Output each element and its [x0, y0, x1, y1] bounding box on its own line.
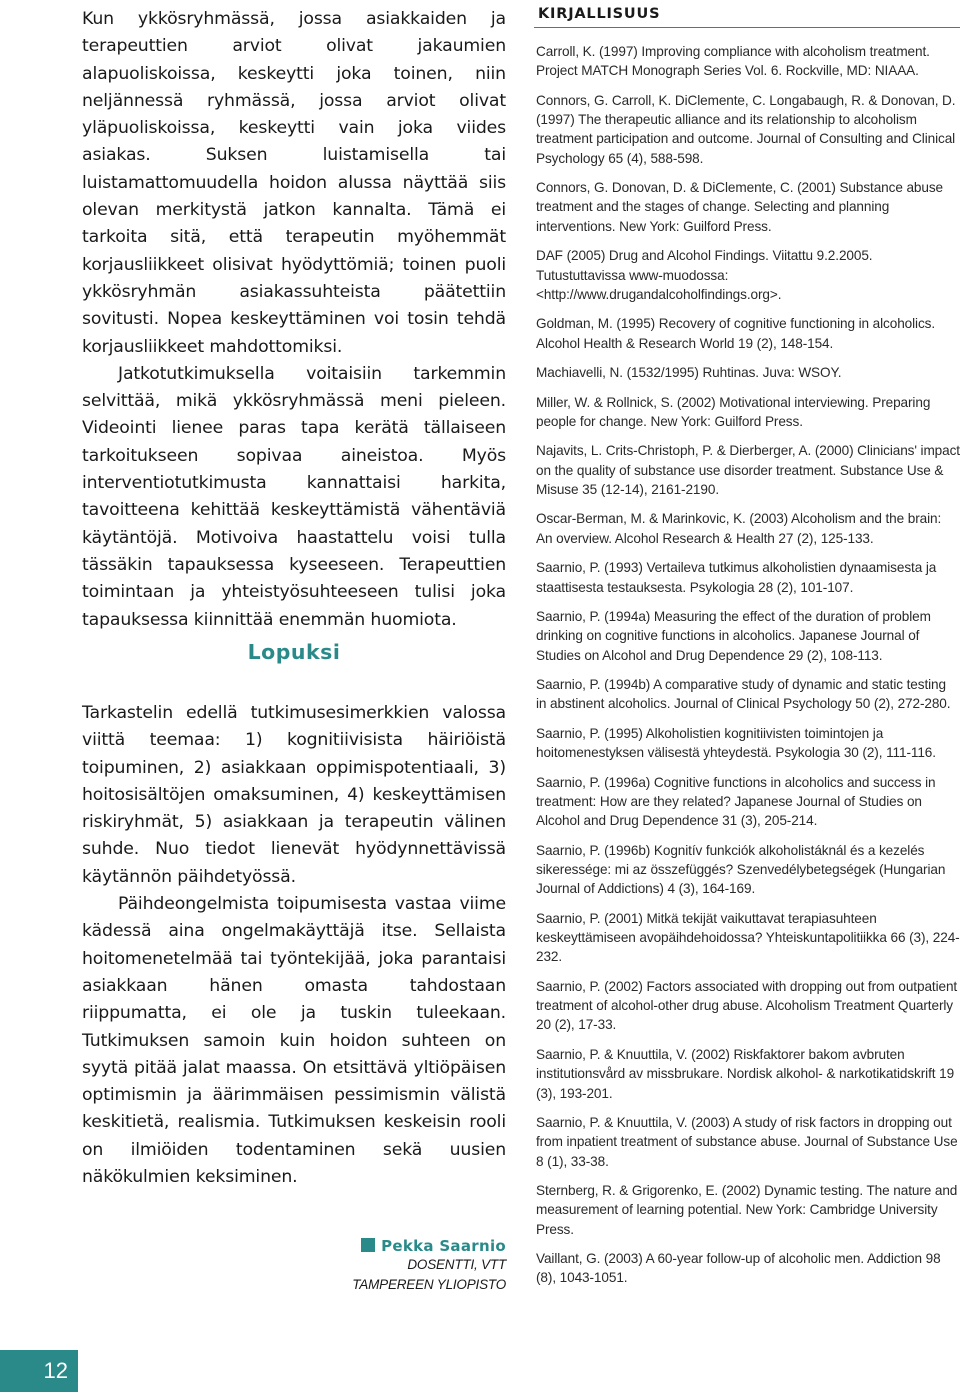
reference-item: Carroll, K. (1997) Improving compliance with alcoholism treatment. Project MATCH Monograph Series Vol. 6. Rockville, MD: NIAAA. — [536, 44, 930, 79]
references-divider — [534, 27, 960, 28]
article-body-bottom — [82, 700, 506, 1191]
references-heading: KIRJALLISUUS — [538, 6, 661, 22]
reference-item: Najavits, L. Crits-Christoph, P. & Dierberger, A. (2000) Clinicians' impact on the quality of substance use disorder treatment. Substance Use & Misuse 35 (12-14), 2161-2190. — [536, 443, 960, 497]
reference-item: Oscar-Berman, M. & Marinkovic, K. (2003) Alcoholism and the brain: An overview. Alcohol Research & Health 27 (2), 125-133. — [536, 511, 942, 546]
reference-item: Miller, W. & Rollnick, S. (2002) Motivational interviewing. Preparing people for change. New York: Guilford Press. — [536, 394, 931, 429]
square-bullet-icon — [361, 1238, 375, 1252]
reference-item: Saarnio, P. (2002) Factors associated with dropping out from outpatient treatment of alcohol-other drug abuse. Alcoholism Treatment Quarterly 20 (2), 17-33. — [536, 978, 958, 1033]
author-name: Pekka Saarnio — [381, 1237, 506, 1255]
reference-item: Saarnio, P. (1994a) Measuring the effect of the duration of problem drinking on cognitive functions in alcoholics. Japanese Journal of Studies on Alcohol and Drug Dependence 29 (2), 108-113. — [536, 609, 931, 663]
reference-item: Saarnio, P. (1994b) A comparative study of dynamic and static testing in abstinent alcoholics. Journal of Clinical Psychology 50 (2), 272-280. — [536, 677, 951, 712]
paragraph-2: Jatkotutkimuksella voitaisiin tarkemmin selvittää, mikä ykkösryhmässä meni pieleen. Videointi lienee paras tapa kerätä tällaiseen tarkoitukseen sopivaa aineistoa. Myös interventiotutkimusta kannattaisi harkita, tavoitteena kehittää keskeyttämistä vähentäviä käytäntöjä. Motivoiva haastattelu voisi tulla tässäkin tapauksessa kyseeseen. Terapeuttien toimintaan ja yhteistyösuhteeseen tulisi joka tapauksessa kiinnittää enemmän huomiota. — [82, 363, 506, 630]
page-number: 12 — [43, 1358, 68, 1383]
reference-item: Goldman, M. (1995) Recovery of cognitive functioning in alcoholics. Alcohol Health & Research World 19 (2), 148-154. — [536, 316, 936, 351]
reference-item: Saarnio, P. (1995) Alkoholistien kognitiivisten toimintojen ja hoitomenestyksen välisestä yhteydestä. Psykologia 30 (2), 111-116. — [536, 725, 936, 761]
paragraph-3: Tarkastelin edellä tutkimusesimerkkien valossa viittä teemaa: 1) kognitiivisista häiriöistä toipuminen, 2) asiakkaan oppimispotentiaali, 3) hoitosisältöjen omaksuminen, 4) keskeyttämisen riskiryhmät, 5) asiakkaan ja terapeutin välinen suhde. Nuo tiedot lienevät hyödynnettävissä käytännön päihdetyössä. — [82, 703, 506, 887]
references-list — [536, 42, 960, 1288]
reference-item: Saarnio, P. (2001) Mitkä tekijät vaikuttavat terapiasuhteen keskeyttämiseen avopäihdehoidossa? Yhteiskuntapolitiikka 66 (3), 224-232. — [536, 910, 960, 965]
reference-item: Saarnio, P. (1996a) Cognitive functions in alcoholics and success in treatment: How are they related? Japanese Journal of Studies on Alcohol and Drug Dependence 31 (3), 205-214. — [536, 774, 936, 829]
reference-item: Saarnio, P. & Knuuttila, V. (2002) Riskfaktorer bakom avbruten institutionsvård av missbrukare. Nordisk alkohol- & narkotikatidskrift 19 (3), 193-201. — [536, 1046, 955, 1101]
reference-item: DAF (2005) Drug and Alcohol Findings. Viitattu 9.2.2005. Tutustuttavissa www-muodossa: <http://www.drugandalcoholfindings.org>. — [536, 248, 873, 302]
reference-item: Connors, G. Donovan, D. & DiClemente, C. (2001) Substance abuse treatment and the stages of change. Selecting and planning interventions. New York: Guilford Press. — [536, 180, 944, 234]
author-signature — [352, 1237, 506, 1295]
reference-item: Saarnio, P. (1996b) Kognitív funkciók alkoholistáknál és a kezelés sikeressége: mi az összefüggés? Szenvedélybetegségek (Hungarian Journal of Addictions) 4 (3), 164-169. — [536, 842, 946, 897]
reference-item: Sternberg, R. & Grigorenko, E. (2002) Dynamic testing. The nature and measurement of learning potential. New York: Cambridge University Press. — [536, 1183, 958, 1237]
author-title: DOSENTTI, VTT — [407, 1257, 506, 1272]
paragraph-4: Päihdeongelmista toipumisesta vastaa viime kädessä aina ongelmakäyttäjä itse. Sellaista hoitomenetelmää tai työntekijää, joka parantaisi asiakkaan hänen omasta tahdostaan riippumatta, ei ole ja tuskin tuleekaan. Tutkimuksen samoin kuin hoidon suhteen on syytä pitää jalat maassa. On etsittävä yltiöpäisen optimismin ja äärimmäisen pessimismin välistä keskitietä, realismia. Tutkimuksen keskeisin rooli on ilmiöiden todentaminen sekä uusien näkökulmien keksiminen. — [82, 894, 506, 1188]
paragraph-1: Kun ykkösryhmässä, jossa asiakkaiden ja terapeuttien arviot olivat jakaumien alapuoliskoissa, keskeytti joka toinen, niin neljännessä ryhmässä, jossa arviot olivat yläpuoliskoissa, keskeytti vain joka viides asiakas. Suksen luistamisella tai luistamattomuudella hoidon alussa näyttää siis olevan merkitystä jatkon kannalta. Tämä ei tarkoita sitä, että terapeutin myöhemmät korjausliikkeet olisivat hyödyttömiä; toinen puoli ykkösryhmän asiakassuhteista päätettiin sovitusti. Nopea keskeyttäminen voi tosin tehdä korjausliikkeet mahdottomiksi. — [82, 9, 506, 357]
section-heading-lopuksi: Lopuksi — [247, 640, 341, 664]
article-body-top — [82, 6, 506, 634]
references-column — [536, 0, 960, 1298]
reference-item: Saarnio, P. (1993) Vertaileva tutkimus alkoholistien dynaamisesta ja staattisesta testauksesta. Psykologia 28 (2), 101-107. — [536, 560, 937, 595]
reference-item: Connors, G. Carroll, K. DiClemente, C. Longabaugh, R. & Donovan, D. (1997) The therapeutic alliance and its relationship to alcoholism treatment participation and outcome. Journal of Consulting and Clinical Psychology 65 (4), 588-598. — [536, 92, 956, 166]
page-number-badge — [0, 1350, 78, 1392]
reference-item: Vaillant, G. (2003) A 60-year follow-up of alcoholic men. Addiction 98 (8), 1043-1051. — [536, 1251, 941, 1286]
author-affiliation: TAMPEREEN YLIOPISTO — [352, 1277, 506, 1292]
reference-item: Machiavelli, N. (1532/1995) Ruhtinas. Juva: WSOY. — [536, 365, 842, 381]
reference-item: Saarnio, P. & Knuuttila, V. (2003) A study of risk factors in dropping out from inpatient treatment of substance abuse. Journal of Substance Use 8 (1), 33-38. — [536, 1115, 958, 1169]
